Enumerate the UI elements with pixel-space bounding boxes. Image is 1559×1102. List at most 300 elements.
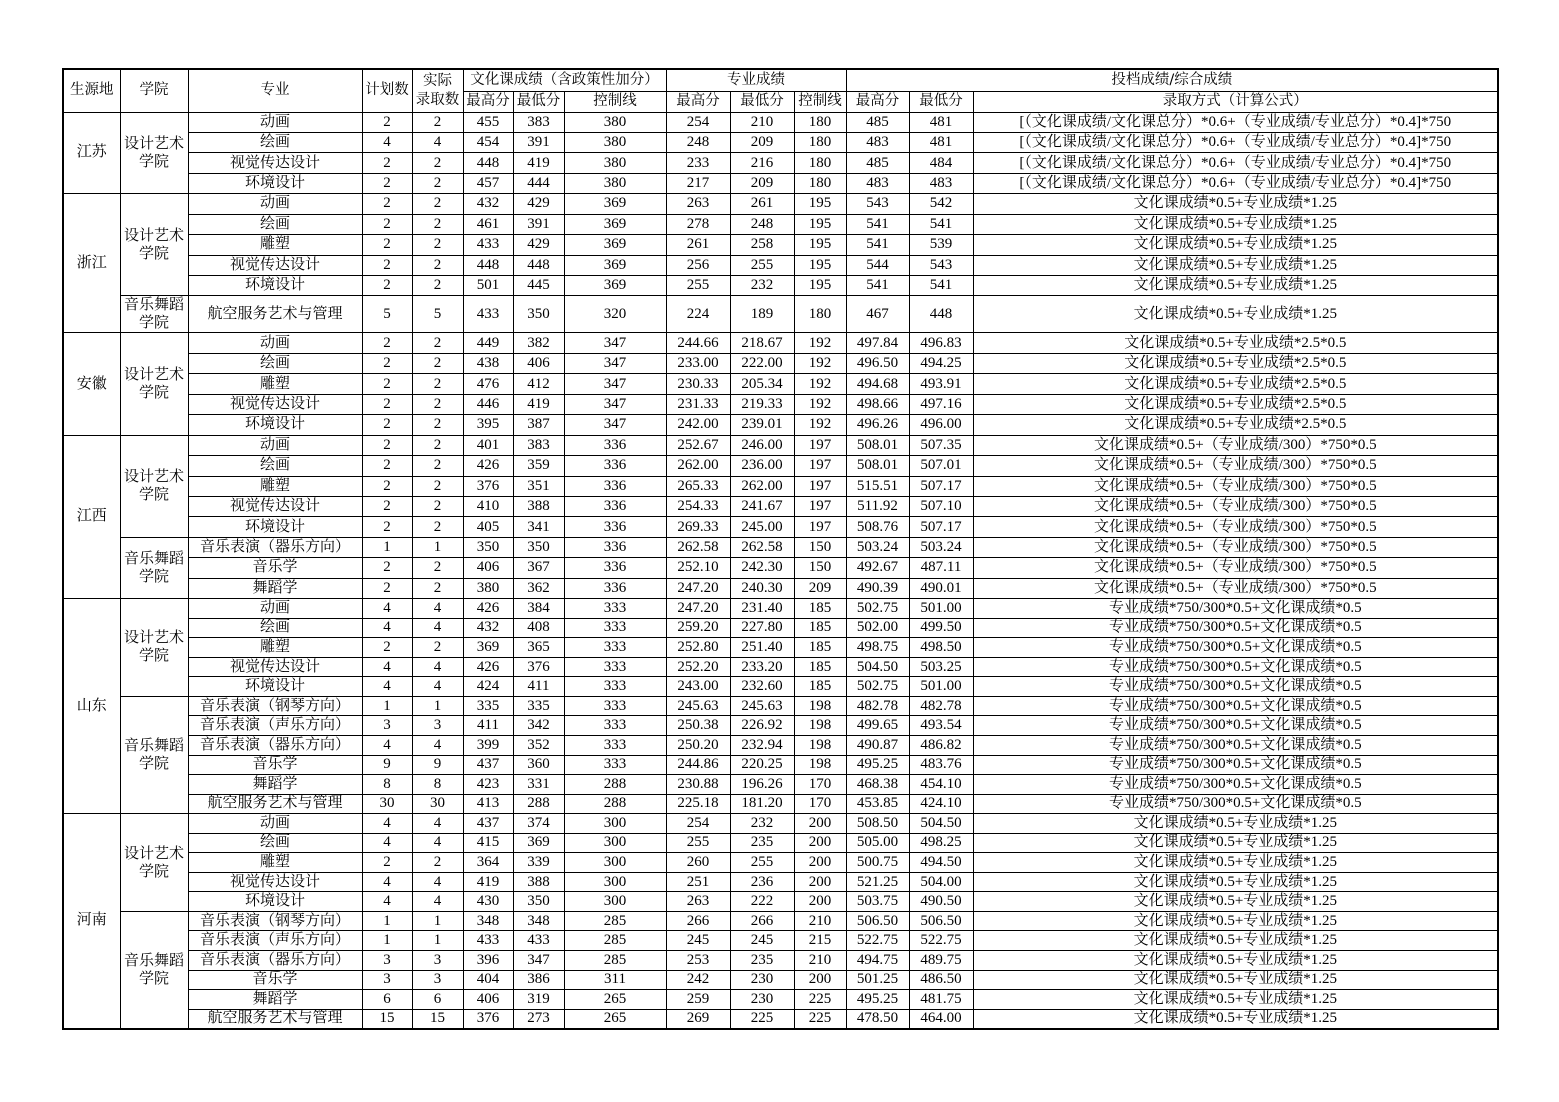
province-cell: 浙江 (63, 194, 120, 333)
final-min-cell: 541 (909, 214, 973, 234)
culture-min-cell: 382 (513, 333, 564, 353)
final-max-cell: 522.75 (846, 931, 909, 951)
culture-max-cell: 433 (463, 296, 513, 333)
plan-count-cell: 4 (362, 833, 412, 853)
plan-count-cell: 8 (362, 775, 412, 795)
culture-max-cell: 396 (463, 950, 513, 970)
table-row (63, 456, 1498, 476)
culture-min-cell: 341 (513, 517, 564, 537)
culture-control-line-cell: 380 (564, 153, 666, 173)
admission-formula-cell: 专业成绩*750/300*0.5+文化课成绩*0.5 (973, 755, 1498, 775)
admitted-count-cell: 4 (412, 677, 463, 697)
final-min-cell: 498.50 (909, 638, 973, 658)
major-cell: 动画 (188, 333, 362, 353)
final-min-cell: 507.10 (909, 496, 973, 516)
major-score-control-line-cell: 225 (794, 1009, 846, 1029)
culture-control-line-cell: 333 (564, 677, 666, 697)
header-admitted-count-line1: 实际 (423, 72, 452, 89)
major-score-min-cell: 222.00 (730, 353, 794, 373)
major-score-max-cell: 259 (666, 990, 730, 1010)
admitted-count-cell: 2 (412, 194, 463, 214)
culture-max-cell: 406 (463, 558, 513, 578)
major-score-control-line-cell: 198 (794, 696, 846, 716)
major-score-control-line-cell: 195 (794, 235, 846, 255)
table-row (63, 235, 1498, 255)
plan-count-cell: 2 (362, 578, 412, 598)
culture-control-line-cell: 333 (564, 638, 666, 658)
major-score-min-cell: 251.40 (730, 638, 794, 658)
culture-max-cell: 399 (463, 735, 513, 755)
admission-formula-cell: [（文化课成绩/文化课总分）*0.6+（专业成绩/专业总分）*0.4]*750 (973, 173, 1498, 193)
major-score-min-cell: 239.01 (730, 415, 794, 435)
final-max-cell: 468.38 (846, 775, 909, 795)
admission-formula-cell: 文化课成绩*0.5+（专业成绩/300）*750*0.5 (973, 578, 1498, 598)
final-min-cell: 489.75 (909, 950, 973, 970)
major-score-max-cell: 245 (666, 931, 730, 951)
culture-min-cell: 335 (513, 696, 564, 716)
major-score-min-cell: 255 (730, 255, 794, 275)
header-major-score-control-line: 控制线 (794, 91, 846, 112)
final-max-cell: 495.25 (846, 755, 909, 775)
final-max-cell: 485 (846, 153, 909, 173)
major-cell: 音乐学 (188, 558, 362, 578)
major-score-control-line-cell: 195 (794, 194, 846, 214)
final-min-cell: 494.25 (909, 353, 973, 373)
culture-max-cell: 401 (463, 435, 513, 455)
culture-max-cell: 446 (463, 394, 513, 414)
culture-control-line-cell: 347 (564, 415, 666, 435)
admitted-count-cell: 2 (412, 496, 463, 516)
admitted-count-cell: 4 (412, 892, 463, 912)
admission-formula-cell: 专业成绩*750/300*0.5+文化课成绩*0.5 (973, 657, 1498, 677)
culture-max-cell: 380 (463, 578, 513, 598)
major-cell: 雕塑 (188, 476, 362, 496)
final-min-cell: 507.35 (909, 435, 973, 455)
plan-count-cell: 2 (362, 558, 412, 578)
major-score-control-line-cell: 170 (794, 794, 846, 814)
final-min-cell: 506.50 (909, 911, 973, 931)
major-cell: 音乐表演（钢琴方向） (188, 911, 362, 931)
major-score-max-cell: 252.10 (666, 558, 730, 578)
final-max-cell: 467 (846, 296, 909, 333)
culture-min-cell: 288 (513, 794, 564, 814)
major-score-min-cell: 181.20 (730, 794, 794, 814)
major-score-max-cell: 224 (666, 296, 730, 333)
major-cell: 视觉传达设计 (188, 496, 362, 516)
culture-max-cell: 413 (463, 794, 513, 814)
province-cell: 江西 (63, 435, 120, 599)
table-row (63, 435, 1498, 455)
header-college: 学院 (120, 69, 188, 112)
final-min-cell: 486.50 (909, 970, 973, 990)
final-max-cell: 521.25 (846, 872, 909, 892)
college-cell: 设计艺术学院 (120, 333, 188, 435)
major-score-control-line-cell: 215 (794, 931, 846, 951)
major-score-min-cell: 210 (730, 112, 794, 132)
culture-min-cell: 350 (513, 537, 564, 557)
header-final-score-group: 投档成绩/综合成绩 (846, 69, 1498, 91)
major-cell: 音乐表演（器乐方向） (188, 950, 362, 970)
admission-formula-cell: 文化课成绩*0.5+专业成绩*2.5*0.5 (973, 415, 1498, 435)
major-score-min-cell: 209 (730, 173, 794, 193)
admission-formula-cell: [（文化课成绩/文化课总分）*0.6+（专业成绩/专业总分）*0.4]*750 (973, 132, 1498, 152)
admission-formula-cell: 文化课成绩*0.5+专业成绩*2.5*0.5 (973, 374, 1498, 394)
major-score-max-cell: 250.20 (666, 735, 730, 755)
college-cell: 设计艺术学院 (120, 194, 188, 296)
major-cell: 视觉传达设计 (188, 255, 362, 275)
table-row (63, 755, 1498, 775)
major-cell: 绘画 (188, 833, 362, 853)
major-score-control-line-cell: 192 (794, 394, 846, 414)
plan-count-cell: 3 (362, 716, 412, 736)
plan-count-cell: 2 (362, 476, 412, 496)
major-score-control-line-cell: 200 (794, 814, 846, 834)
major-score-max-cell: 269 (666, 1009, 730, 1029)
culture-max-cell: 437 (463, 814, 513, 834)
culture-control-line-cell: 300 (564, 833, 666, 853)
major-cell: 绘画 (188, 456, 362, 476)
admitted-count-cell: 4 (412, 132, 463, 152)
final-max-cell: 544 (846, 255, 909, 275)
admitted-count-cell: 4 (412, 599, 463, 619)
table-row (63, 578, 1498, 598)
major-score-control-line-cell: 195 (794, 276, 846, 296)
culture-control-line-cell: 336 (564, 496, 666, 516)
major-score-min-cell: 227.80 (730, 618, 794, 638)
admitted-count-cell: 15 (412, 1009, 463, 1029)
final-min-cell: 503.25 (909, 657, 973, 677)
major-score-min-cell: 236.00 (730, 456, 794, 476)
culture-max-cell: 448 (463, 153, 513, 173)
major-score-control-line-cell: 200 (794, 872, 846, 892)
culture-max-cell: 364 (463, 853, 513, 873)
table-row (63, 255, 1498, 275)
final-max-cell: 502.75 (846, 599, 909, 619)
major-score-min-cell: 266 (730, 911, 794, 931)
major-cell: 环境设计 (188, 173, 362, 193)
final-max-cell: 490.87 (846, 735, 909, 755)
major-score-max-cell: 245.63 (666, 696, 730, 716)
culture-min-cell: 419 (513, 153, 564, 173)
major-score-control-line-cell: 150 (794, 558, 846, 578)
major-cell: 雕塑 (188, 235, 362, 255)
major-cell: 舞蹈学 (188, 990, 362, 1010)
culture-control-line-cell: 380 (564, 132, 666, 152)
table-row (63, 214, 1498, 234)
admitted-count-cell: 2 (412, 333, 463, 353)
major-score-min-cell: 255 (730, 853, 794, 873)
culture-control-line-cell: 265 (564, 990, 666, 1010)
culture-min-cell: 350 (513, 296, 564, 333)
table-row (63, 333, 1498, 353)
major-score-min-cell: 222 (730, 892, 794, 912)
major-score-control-line-cell: 197 (794, 435, 846, 455)
final-max-cell: 482.78 (846, 696, 909, 716)
admitted-count-cell: 30 (412, 794, 463, 814)
culture-min-cell: 360 (513, 755, 564, 775)
table-row (63, 892, 1498, 912)
culture-control-line-cell: 347 (564, 374, 666, 394)
table-row (63, 112, 1498, 132)
province-cell: 江苏 (63, 112, 120, 194)
final-min-cell: 424.10 (909, 794, 973, 814)
admitted-count-cell: 2 (412, 173, 463, 193)
plan-count-cell: 2 (362, 235, 412, 255)
plan-count-cell: 2 (362, 173, 412, 193)
culture-control-line-cell: 333 (564, 696, 666, 716)
final-min-cell: 496.00 (909, 415, 973, 435)
admitted-count-cell: 6 (412, 990, 463, 1010)
culture-min-cell: 347 (513, 950, 564, 970)
culture-max-cell: 426 (463, 599, 513, 619)
header-major-score-max: 最高分 (666, 91, 730, 112)
major-score-control-line-cell: 185 (794, 638, 846, 658)
final-max-cell: 496.50 (846, 353, 909, 373)
plan-count-cell: 30 (362, 794, 412, 814)
admission-formula-cell: 文化课成绩*0.5+（专业成绩/300）*750*0.5 (973, 537, 1498, 557)
college-cell: 音乐舞蹈学院 (120, 696, 188, 813)
admitted-count-cell: 1 (412, 696, 463, 716)
major-score-control-line-cell: 225 (794, 990, 846, 1010)
major-score-control-line-cell: 210 (794, 950, 846, 970)
admitted-count-cell: 2 (412, 517, 463, 537)
plan-count-cell: 1 (362, 931, 412, 951)
major-score-max-cell: 252.80 (666, 638, 730, 658)
culture-min-cell: 374 (513, 814, 564, 834)
major-score-min-cell: 240.30 (730, 578, 794, 598)
admission-formula-cell: 专业成绩*750/300*0.5+文化课成绩*0.5 (973, 716, 1498, 736)
admission-formula-cell: 专业成绩*750/300*0.5+文化课成绩*0.5 (973, 638, 1498, 658)
culture-min-cell: 433 (513, 931, 564, 951)
major-score-min-cell: 232.94 (730, 735, 794, 755)
culture-max-cell: 419 (463, 872, 513, 892)
culture-control-line-cell: 333 (564, 755, 666, 775)
major-cell: 绘画 (188, 132, 362, 152)
final-max-cell: 505.00 (846, 833, 909, 853)
final-min-cell: 490.50 (909, 892, 973, 912)
culture-control-line-cell: 369 (564, 235, 666, 255)
admission-formula-cell: 文化课成绩*0.5+专业成绩*2.5*0.5 (973, 394, 1498, 414)
plan-count-cell: 2 (362, 153, 412, 173)
major-score-max-cell: 265.33 (666, 476, 730, 496)
major-score-min-cell: 196.26 (730, 775, 794, 795)
major-score-control-line-cell: 200 (794, 970, 846, 990)
table-row (63, 950, 1498, 970)
major-cell: 雕塑 (188, 638, 362, 658)
major-cell: 航空服务艺术与管理 (188, 794, 362, 814)
major-score-control-line-cell: 185 (794, 657, 846, 677)
culture-control-line-cell: 285 (564, 931, 666, 951)
major-score-min-cell: 205.34 (730, 374, 794, 394)
major-cell: 雕塑 (188, 853, 362, 873)
major-cell: 视觉传达设计 (188, 153, 362, 173)
header-plan-count: 计划数 (362, 69, 412, 112)
culture-min-cell: 408 (513, 618, 564, 638)
major-score-control-line-cell: 192 (794, 333, 846, 353)
header-culture-min: 最低分 (513, 91, 564, 112)
final-min-cell: 504.00 (909, 872, 973, 892)
major-score-max-cell: 256 (666, 255, 730, 275)
plan-count-cell: 6 (362, 990, 412, 1010)
final-max-cell: 543 (846, 194, 909, 214)
major-score-max-cell: 253 (666, 950, 730, 970)
culture-max-cell: 426 (463, 456, 513, 476)
admission-formula-cell: 专业成绩*750/300*0.5+文化课成绩*0.5 (973, 794, 1498, 814)
major-score-min-cell: 235 (730, 833, 794, 853)
major-score-control-line-cell: 180 (794, 153, 846, 173)
plan-count-cell: 2 (362, 112, 412, 132)
admission-formula-cell: 文化课成绩*0.5+（专业成绩/300）*750*0.5 (973, 496, 1498, 516)
major-score-max-cell: 251 (666, 872, 730, 892)
major-score-max-cell: 255 (666, 276, 730, 296)
admitted-count-cell: 4 (412, 657, 463, 677)
culture-control-line-cell: 380 (564, 112, 666, 132)
table-row (63, 872, 1498, 892)
table-row (63, 296, 1498, 333)
culture-max-cell: 438 (463, 353, 513, 373)
major-cell: 音乐学 (188, 755, 362, 775)
plan-count-cell: 2 (362, 415, 412, 435)
major-score-max-cell: 252.20 (666, 657, 730, 677)
admission-formula-cell: 文化课成绩*0.5+专业成绩*1.25 (973, 255, 1498, 275)
plan-count-cell: 4 (362, 132, 412, 152)
final-max-cell: 503.24 (846, 537, 909, 557)
plan-count-cell: 2 (362, 276, 412, 296)
major-score-control-line-cell: 210 (794, 911, 846, 931)
culture-max-cell: 433 (463, 235, 513, 255)
table-body (63, 112, 1498, 1029)
major-score-min-cell: 242.30 (730, 558, 794, 578)
culture-control-line-cell: 333 (564, 716, 666, 736)
culture-max-cell: 437 (463, 755, 513, 775)
admission-formula-cell: [（文化课成绩/文化课总分）*0.6+（专业成绩/专业总分）*0.4]*750 (973, 112, 1498, 132)
admitted-count-cell: 2 (412, 276, 463, 296)
admission-formula-cell: 文化课成绩*0.5+（专业成绩/300）*750*0.5 (973, 558, 1498, 578)
culture-min-cell: 406 (513, 353, 564, 373)
major-score-max-cell: 231.33 (666, 394, 730, 414)
admitted-count-cell: 2 (412, 456, 463, 476)
admission-formula-cell: 文化课成绩*0.5+专业成绩*1.25 (973, 853, 1498, 873)
final-min-cell: 498.25 (909, 833, 973, 853)
major-score-max-cell: 247.20 (666, 599, 730, 619)
admission-formula-cell: 文化课成绩*0.5+专业成绩*1.25 (973, 1009, 1498, 1029)
major-cell: 音乐表演（器乐方向） (188, 537, 362, 557)
admission-formula-cell: 文化课成绩*0.5+专业成绩*1.25 (973, 194, 1498, 214)
table-row (63, 599, 1498, 619)
major-score-control-line-cell: 198 (794, 735, 846, 755)
culture-control-line-cell: 311 (564, 970, 666, 990)
admission-formula-cell: 专业成绩*750/300*0.5+文化课成绩*0.5 (973, 735, 1498, 755)
final-max-cell: 483 (846, 132, 909, 152)
culture-min-cell: 339 (513, 853, 564, 873)
final-min-cell: 541 (909, 276, 973, 296)
admission-formula-cell: 文化课成绩*0.5+专业成绩*2.5*0.5 (973, 333, 1498, 353)
final-max-cell: 494.68 (846, 374, 909, 394)
plan-count-cell: 2 (362, 214, 412, 234)
final-max-cell: 541 (846, 235, 909, 255)
admitted-count-cell: 2 (412, 153, 463, 173)
major-cell: 舞蹈学 (188, 775, 362, 795)
major-score-max-cell: 233 (666, 153, 730, 173)
culture-min-cell: 419 (513, 394, 564, 414)
major-score-min-cell: 261 (730, 194, 794, 214)
admitted-count-cell: 2 (412, 255, 463, 275)
admission-formula-cell: 专业成绩*750/300*0.5+文化课成绩*0.5 (973, 618, 1498, 638)
major-score-max-cell: 225.18 (666, 794, 730, 814)
culture-min-cell: 387 (513, 415, 564, 435)
culture-control-line-cell: 336 (564, 517, 666, 537)
culture-min-cell: 365 (513, 638, 564, 658)
culture-min-cell: 369 (513, 833, 564, 853)
plan-count-cell: 15 (362, 1009, 412, 1029)
table-row (63, 775, 1498, 795)
culture-min-cell: 331 (513, 775, 564, 795)
admitted-count-cell: 1 (412, 931, 463, 951)
final-min-cell: 501.00 (909, 677, 973, 697)
major-score-max-cell: 261 (666, 235, 730, 255)
major-score-max-cell: 254 (666, 112, 730, 132)
major-cell: 动画 (188, 194, 362, 214)
final-min-cell: 482.78 (909, 696, 973, 716)
header-culture-control-line: 控制线 (564, 91, 666, 112)
final-max-cell: 506.50 (846, 911, 909, 931)
culture-min-cell: 376 (513, 657, 564, 677)
culture-max-cell: 424 (463, 677, 513, 697)
culture-max-cell: 449 (463, 333, 513, 353)
culture-min-cell: 350 (513, 892, 564, 912)
major-cell: 绘画 (188, 618, 362, 638)
admitted-count-cell: 2 (412, 235, 463, 255)
final-min-cell: 543 (909, 255, 973, 275)
final-max-cell: 478.50 (846, 1009, 909, 1029)
final-max-cell: 499.65 (846, 716, 909, 736)
admission-formula-cell: 文化课成绩*0.5+专业成绩*1.25 (973, 970, 1498, 990)
admitted-count-cell: 2 (412, 638, 463, 658)
admitted-count-cell: 2 (412, 214, 463, 234)
final-min-cell: 484 (909, 153, 973, 173)
table-row (63, 970, 1498, 990)
culture-min-cell: 383 (513, 112, 564, 132)
table-row (63, 677, 1498, 697)
college-cell: 设计艺术学院 (120, 814, 188, 912)
major-cell: 动画 (188, 814, 362, 834)
table-row (63, 696, 1498, 716)
final-max-cell: 500.75 (846, 853, 909, 873)
final-max-cell: 508.01 (846, 435, 909, 455)
major-cell: 视觉传达设计 (188, 394, 362, 414)
final-min-cell: 507.17 (909, 517, 973, 537)
plan-count-cell: 4 (362, 599, 412, 619)
final-max-cell: 496.26 (846, 415, 909, 435)
major-score-max-cell: 248 (666, 132, 730, 152)
major-score-control-line-cell: 197 (794, 476, 846, 496)
culture-control-line-cell: 336 (564, 578, 666, 598)
plan-count-cell: 2 (362, 374, 412, 394)
plan-count-cell: 4 (362, 657, 412, 677)
culture-min-cell: 352 (513, 735, 564, 755)
major-score-min-cell: 245.00 (730, 517, 794, 537)
header-final-min: 最低分 (909, 91, 973, 112)
plan-count-cell: 1 (362, 911, 412, 931)
admission-formula-cell: 文化课成绩*0.5+专业成绩*1.25 (973, 814, 1498, 834)
table-row (63, 194, 1498, 214)
major-cell: 音乐学 (188, 970, 362, 990)
culture-max-cell: 404 (463, 970, 513, 990)
admission-formula-cell: 文化课成绩*0.5+（专业成绩/300）*750*0.5 (973, 476, 1498, 496)
culture-min-cell: 342 (513, 716, 564, 736)
final-min-cell: 483.76 (909, 755, 973, 775)
plan-count-cell: 2 (362, 517, 412, 537)
